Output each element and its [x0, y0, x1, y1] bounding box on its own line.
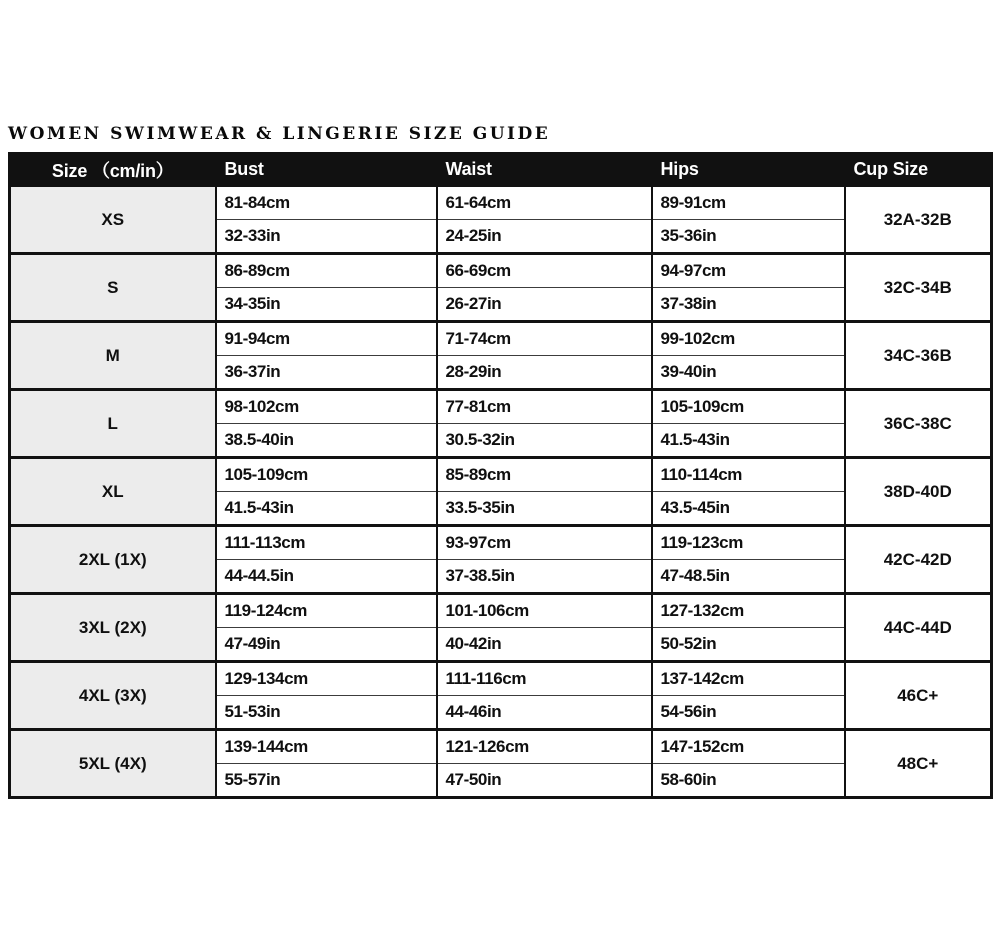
waist-cm-cell: 101-106cm [437, 594, 652, 628]
page-title: WOMEN SWIMWEAR & LINGERIE SIZE GUIDE [8, 124, 551, 144]
hips-in-cell: 43.5-45in [652, 492, 845, 526]
waist-in-cell: 47-50in [437, 764, 652, 798]
hips-in-cell: 41.5-43in [652, 424, 845, 458]
size-label-cell: L [10, 390, 216, 458]
waist-cm-cell: 61-64cm [437, 186, 652, 220]
waist-cm-cell: 71-74cm [437, 322, 652, 356]
hips-cm-cell: 94-97cm [652, 254, 845, 288]
hips-cm-cell: 105-109cm [652, 390, 845, 424]
bust-in-cell: 51-53in [216, 696, 437, 730]
header-size: Size （cm/in） [10, 154, 216, 186]
waist-in-cell: 30.5-32in [437, 424, 652, 458]
waist-in-cell: 37-38.5in [437, 560, 652, 594]
size-row-cm [10, 594, 992, 628]
size-row-cm [10, 322, 992, 356]
cup-size-cell: 32C-34B [845, 254, 992, 322]
bust-cm-cell: 86-89cm [216, 254, 437, 288]
cup-size-cell: 42C-42D [845, 526, 992, 594]
waist-in-cell: 26-27in [437, 288, 652, 322]
hips-in-cell: 58-60in [652, 764, 845, 798]
size-label-cell: 4XL (3X) [10, 662, 216, 730]
waist-cm-cell: 85-89cm [437, 458, 652, 492]
hips-cm-cell: 147-152cm [652, 730, 845, 764]
hips-in-cell: 50-52in [652, 628, 845, 662]
size-row-cm [10, 730, 992, 764]
waist-in-cell: 24-25in [437, 220, 652, 254]
bust-cm-cell: 105-109cm [216, 458, 437, 492]
hips-cm-cell: 137-142cm [652, 662, 845, 696]
waist-in-cell: 40-42in [437, 628, 652, 662]
size-row-cm [10, 526, 992, 560]
hips-cm-cell: 119-123cm [652, 526, 845, 560]
waist-cm-cell: 111-116cm [437, 662, 652, 696]
hips-in-cell: 37-38in [652, 288, 845, 322]
bust-cm-cell: 139-144cm [216, 730, 437, 764]
bust-cm-cell: 81-84cm [216, 186, 437, 220]
header-row [10, 154, 992, 186]
size-guide-table [8, 152, 993, 799]
waist-in-cell: 44-46in [437, 696, 652, 730]
hips-in-cell: 47-48.5in [652, 560, 845, 594]
bust-cm-cell: 129-134cm [216, 662, 437, 696]
waist-cm-cell: 66-69cm [437, 254, 652, 288]
header-cup-size: Cup Size [845, 154, 992, 186]
hips-in-cell: 39-40in [652, 356, 845, 390]
waist-in-cell: 33.5-35in [437, 492, 652, 526]
size-label-cell: M [10, 322, 216, 390]
size-row-cm [10, 254, 992, 288]
size-label-cell: S [10, 254, 216, 322]
hips-in-cell: 54-56in [652, 696, 845, 730]
hips-in-cell: 35-36in [652, 220, 845, 254]
waist-in-cell: 28-29in [437, 356, 652, 390]
size-label-cell: 2XL (1X) [10, 526, 216, 594]
bust-cm-cell: 98-102cm [216, 390, 437, 424]
waist-cm-cell: 93-97cm [437, 526, 652, 560]
hips-cm-cell: 110-114cm [652, 458, 845, 492]
hips-cm-cell: 127-132cm [652, 594, 845, 628]
bust-in-cell: 55-57in [216, 764, 437, 798]
bust-in-cell: 36-37in [216, 356, 437, 390]
hips-cm-cell: 99-102cm [652, 322, 845, 356]
size-label-cell: XL [10, 458, 216, 526]
bust-in-cell: 47-49in [216, 628, 437, 662]
size-table-body [10, 186, 992, 798]
size-row-cm [10, 662, 992, 696]
cup-size-cell: 36C-38C [845, 390, 992, 458]
size-label-cell: 3XL (2X) [10, 594, 216, 662]
cup-size-cell: 32A-32B [845, 186, 992, 254]
size-label-cell: 5XL (4X) [10, 730, 216, 798]
table-header [10, 154, 992, 186]
bust-cm-cell: 111-113cm [216, 526, 437, 560]
cup-size-cell: 46C+ [845, 662, 992, 730]
size-label-cell: XS [10, 186, 216, 254]
bust-in-cell: 41.5-43in [216, 492, 437, 526]
size-row-cm [10, 186, 992, 220]
bust-in-cell: 44-44.5in [216, 560, 437, 594]
cup-size-cell: 34C-36B [845, 322, 992, 390]
bust-cm-cell: 119-124cm [216, 594, 437, 628]
header-waist: Waist [437, 154, 652, 186]
waist-cm-cell: 77-81cm [437, 390, 652, 424]
bust-in-cell: 38.5-40in [216, 424, 437, 458]
header-hips: Hips [652, 154, 845, 186]
cup-size-cell: 44C-44D [845, 594, 992, 662]
waist-cm-cell: 121-126cm [437, 730, 652, 764]
size-row-cm [10, 390, 992, 424]
hips-cm-cell: 89-91cm [652, 186, 845, 220]
header-bust: Bust [216, 154, 437, 186]
bust-cm-cell: 91-94cm [216, 322, 437, 356]
cup-size-cell: 48C+ [845, 730, 992, 798]
cup-size-cell: 38D-40D [845, 458, 992, 526]
size-row-cm [10, 458, 992, 492]
bust-in-cell: 32-33in [216, 220, 437, 254]
bust-in-cell: 34-35in [216, 288, 437, 322]
